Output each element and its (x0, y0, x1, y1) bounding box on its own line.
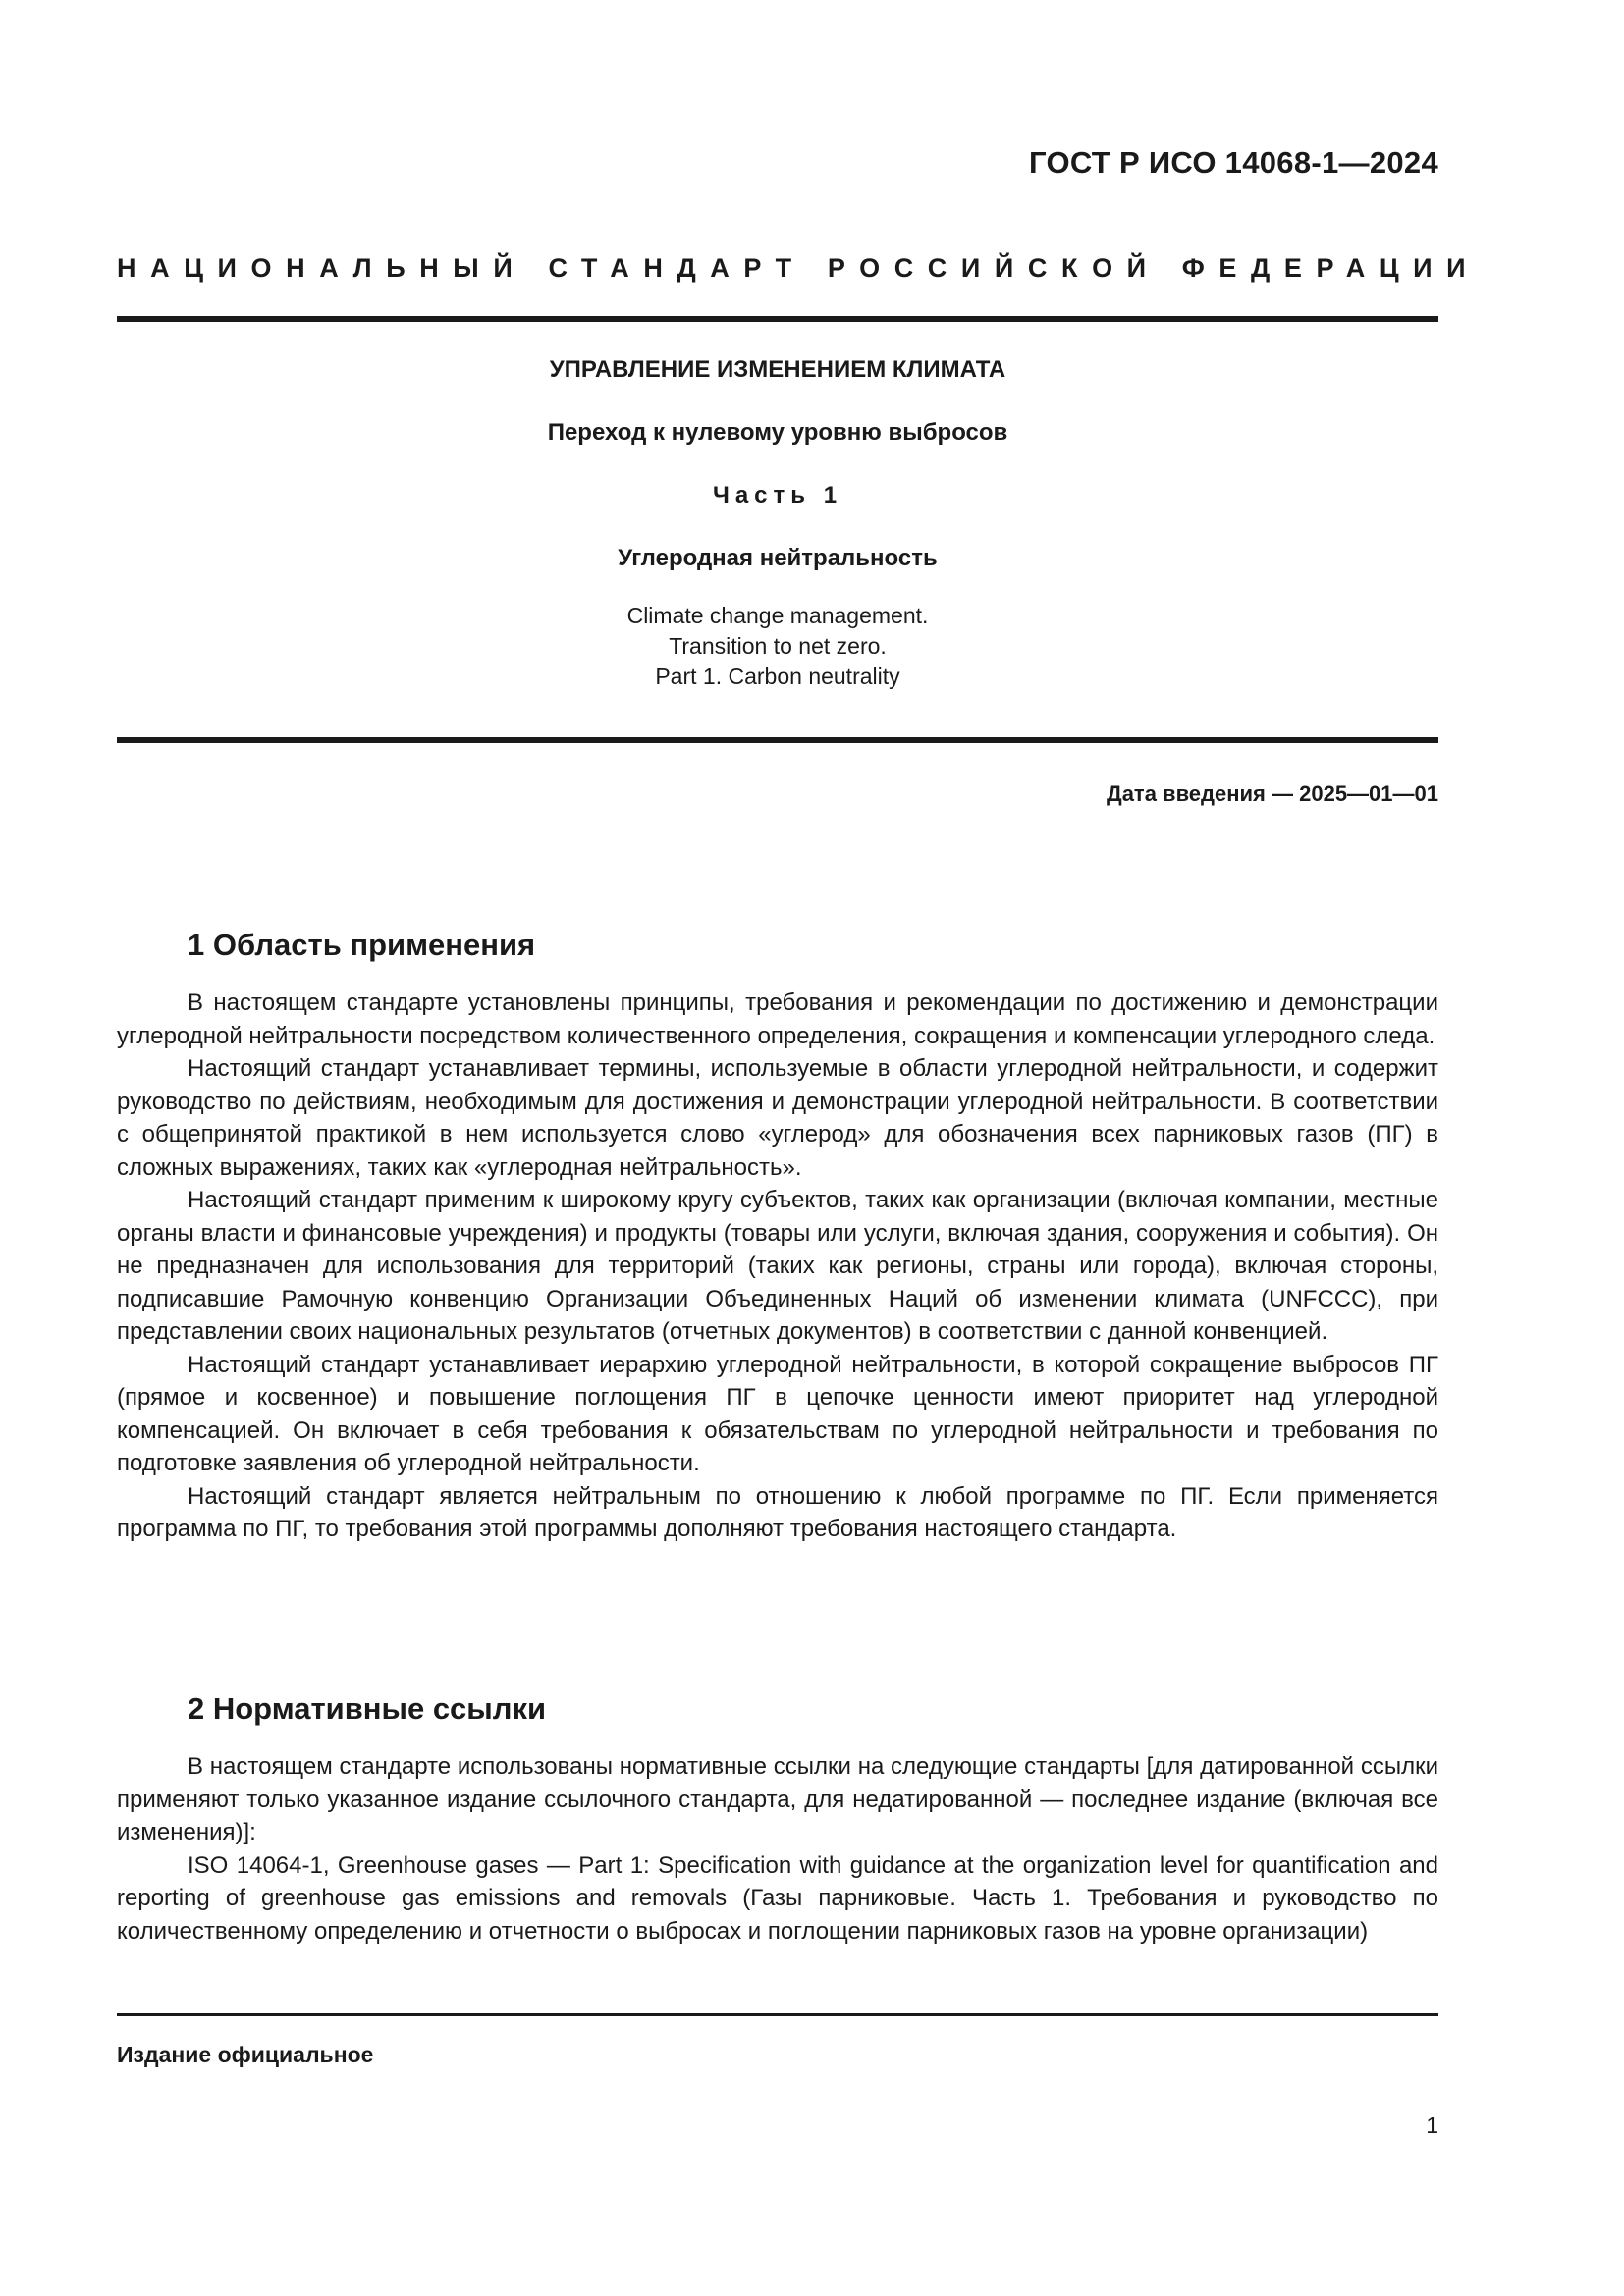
official-edition-label: Издание официальное (117, 2042, 374, 2067)
section-normative-references (117, 1689, 1438, 1948)
introduction-date: Дата введения — 2025—01—01 (1107, 781, 1438, 806)
paragraph: В настоящем стандарте использованы нормативные ссылки на следующие стандарты [для датированной ссылки применяют только указанное издание ссылочного стандарта, для недатированной — последнее издание (включая все изменения)]: (117, 1753, 1438, 1845)
standard-type-banner: НАЦИОНАЛЬНЫЙ СТАНДАРТ РОССИЙСКОЙ ФЕДЕРАЦИИ (117, 253, 1481, 283)
paragraph: Настоящий стандарт устанавливает иерархию углеродной нейтральности, в которой сокращение выбросов ПГ (прямое и косвенное) и повышение поглощения ПГ в цепочке ценности имеют приоритет над углеродной компенсацией. Он включает в себя требования к обязательствам по углеродной нейтральности и требования по подготовке заявления об углеродной нейтральности. (117, 1351, 1438, 1476)
english-title (117, 601, 1438, 692)
top-divider (117, 316, 1438, 322)
title-part: Часть 1 (712, 482, 843, 508)
page-number: 1 (1426, 2112, 1438, 2138)
english-title-line: Transition to net zero. (669, 633, 887, 659)
title-divider (117, 737, 1438, 743)
document-code: ГОСТ Р ИСО 14068-1—2024 (1029, 145, 1438, 180)
title-subtitle: Переход к нулевому уровню выбросов (547, 419, 1008, 446)
section-heading: 2 Нормативные ссылки (188, 1691, 547, 1726)
english-title-line: Climate change management. (626, 603, 929, 628)
english-title-line: Part 1. Carbon neutrality (655, 664, 900, 689)
title-part-name: Углеродная нейтральность (618, 545, 938, 571)
paragraph: Настоящий стандарт применим к широкому кругу субъектов, таких как организации (включая компании, местные органы власти и финансовые учреждения) и продукты (товары или услуги, включая здания, сооружения и события). Он не предназначен для использования для территорий (таких как регионы, страны или города), включая стороны, подписавшие Рамочную конвенцию Организации Объединенных Наций об изменении климата (UNFCCC), при представлении своих национальных результатов (отчетных документов) в соответствии с данной конвенцией. (117, 1187, 1438, 1345)
section-scope (117, 926, 1438, 1546)
section-heading: 1 Область применения (188, 928, 536, 962)
footer-divider (117, 2013, 1438, 2016)
title-block (117, 355, 1438, 692)
paragraph: Настоящий стандарт устанавливает термины, используемые в области углеродной нейтральности, и содержит руководство по действиям, необходимым для достижения и демонстрации углеродной нейтральности. В соответствии с общепринятой практикой в нем используется слово «углерод» для обозначения всех парниковых газов (ПГ) в сложных выражениях, таких как «углеродная нейтральность». (117, 1055, 1438, 1181)
paragraph: ISO 14064-1, Greenhouse gases — Part 1: Specification with guidance at the organization level for quantification and reporting of greenhouse gas emissions and removals (Газы парниковые. Часть 1. Требования и руководство по количественному определению и отчетности о выбросах и поглощении парниковых газов на уровне организации) (117, 1851, 1438, 1945)
title-main: УПРАВЛЕНИЕ ИЗМЕНЕНИЕМ КЛИМАТА (549, 356, 1006, 383)
paragraph: Настоящий стандарт является нейтральным по отношению к любой программе по ПГ. Если применяется программа по ПГ, то требования этой программы дополняют требования настоящего стандарта. (117, 1482, 1438, 1542)
document-page (117, 0, 1481, 2296)
paragraph: В настоящем стандарте установлены принципы, требования и рекомендации по достижению и демонстрации углеродной нейтральности посредством количественного определения, сокращения и компенсации углеродного следа. (117, 989, 1438, 1049)
